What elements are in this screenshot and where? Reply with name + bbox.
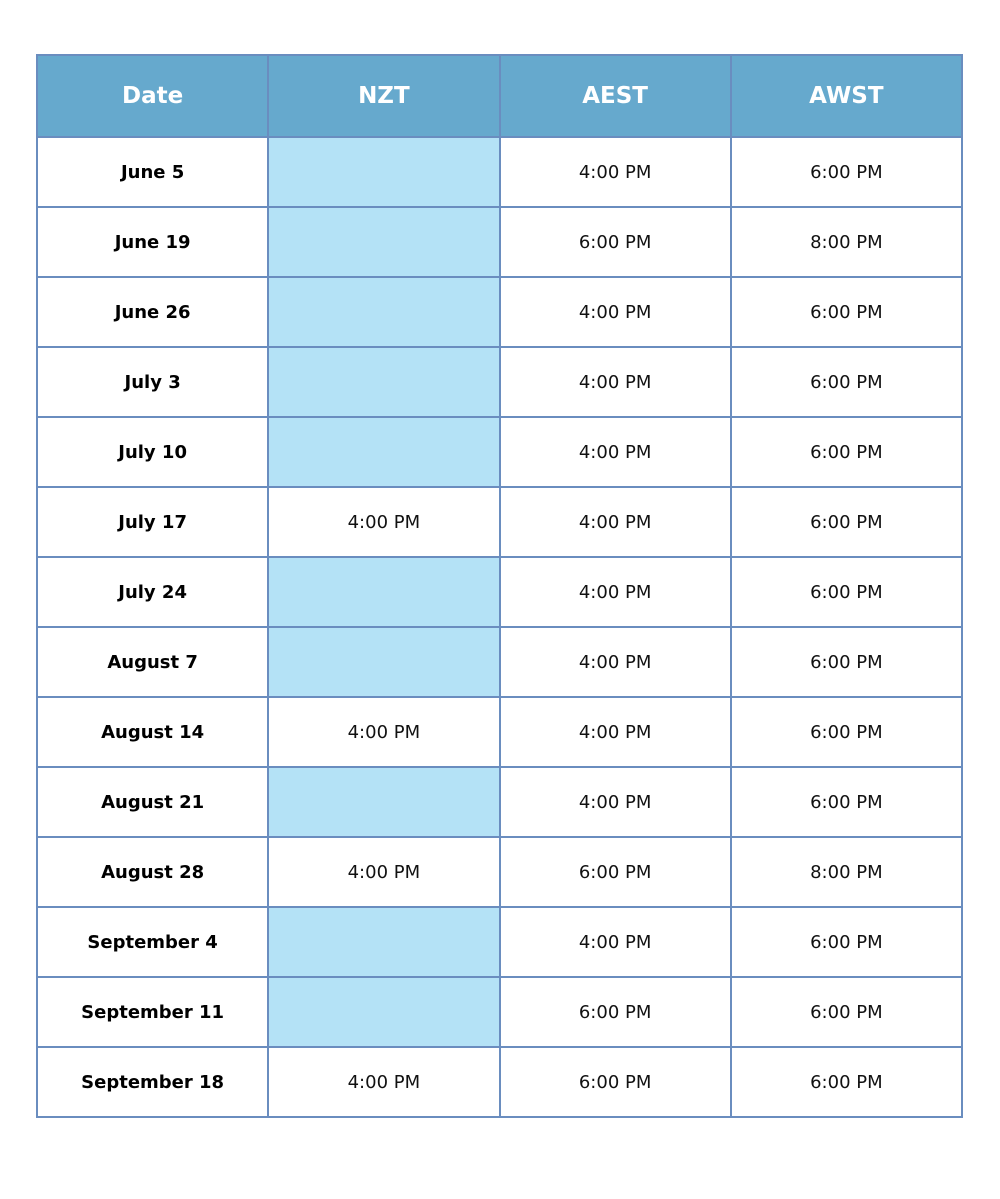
date-cell: July 24 [37,557,268,627]
schedule-table [36,54,963,1118]
nzt-cell [268,977,499,1047]
table-row [37,487,962,557]
nzt-cell [268,417,499,487]
awst-cell: 6:00 PM [731,1047,962,1117]
aest-cell: 6:00 PM [500,207,731,277]
date-cell: September 18 [37,1047,268,1117]
aest-cell: 4:00 PM [500,557,731,627]
header-awst: AWST [731,55,962,137]
aest-cell: 4:00 PM [500,487,731,557]
date-cell: June 5 [37,137,268,207]
header-row [37,55,962,137]
awst-cell: 8:00 PM [731,207,962,277]
table-row [37,557,962,627]
table-row [37,627,962,697]
table-row [37,417,962,487]
awst-cell: 6:00 PM [731,977,962,1047]
table-row [37,207,962,277]
date-cell: June 19 [37,207,268,277]
table-row [37,767,962,837]
table-row [37,837,962,907]
header-date: Date [37,55,268,137]
header-aest: AEST [500,55,731,137]
table-row [37,1047,962,1117]
awst-cell: 6:00 PM [731,417,962,487]
nzt-cell [268,557,499,627]
table-row [37,907,962,977]
awst-cell: 6:00 PM [731,557,962,627]
date-cell: September 11 [37,977,268,1047]
table-row [37,277,962,347]
nzt-cell: 4:00 PM [268,697,499,767]
table-header [37,55,962,137]
aest-cell: 4:00 PM [500,137,731,207]
awst-cell: 6:00 PM [731,627,962,697]
nzt-cell: 4:00 PM [268,487,499,557]
table-row [37,347,962,417]
awst-cell: 6:00 PM [731,487,962,557]
aest-cell: 4:00 PM [500,347,731,417]
header-nzt: NZT [268,55,499,137]
nzt-cell: 4:00 PM [268,1047,499,1117]
table-body [37,137,962,1117]
awst-cell: 6:00 PM [731,137,962,207]
table-row [37,697,962,767]
aest-cell: 6:00 PM [500,977,731,1047]
aest-cell: 6:00 PM [500,1047,731,1117]
date-cell: August 28 [37,837,268,907]
nzt-cell [268,907,499,977]
aest-cell: 4:00 PM [500,277,731,347]
nzt-cell [268,277,499,347]
awst-cell: 6:00 PM [731,697,962,767]
aest-cell: 4:00 PM [500,417,731,487]
nzt-cell [268,347,499,417]
aest-cell: 4:00 PM [500,767,731,837]
date-cell: August 21 [37,767,268,837]
nzt-cell [268,767,499,837]
date-cell: September 4 [37,907,268,977]
aest-cell: 4:00 PM [500,627,731,697]
date-cell: July 17 [37,487,268,557]
awst-cell: 8:00 PM [731,837,962,907]
date-cell: June 26 [37,277,268,347]
awst-cell: 6:00 PM [731,277,962,347]
awst-cell: 6:00 PM [731,907,962,977]
date-cell: July 3 [37,347,268,417]
aest-cell: 4:00 PM [500,697,731,767]
nzt-cell [268,207,499,277]
awst-cell: 6:00 PM [731,347,962,417]
nzt-cell [268,627,499,697]
date-cell: July 10 [37,417,268,487]
date-cell: August 7 [37,627,268,697]
table-row [37,977,962,1047]
date-cell: August 14 [37,697,268,767]
awst-cell: 6:00 PM [731,767,962,837]
aest-cell: 6:00 PM [500,837,731,907]
nzt-cell [268,137,499,207]
table-row [37,137,962,207]
aest-cell: 4:00 PM [500,907,731,977]
nzt-cell: 4:00 PM [268,837,499,907]
